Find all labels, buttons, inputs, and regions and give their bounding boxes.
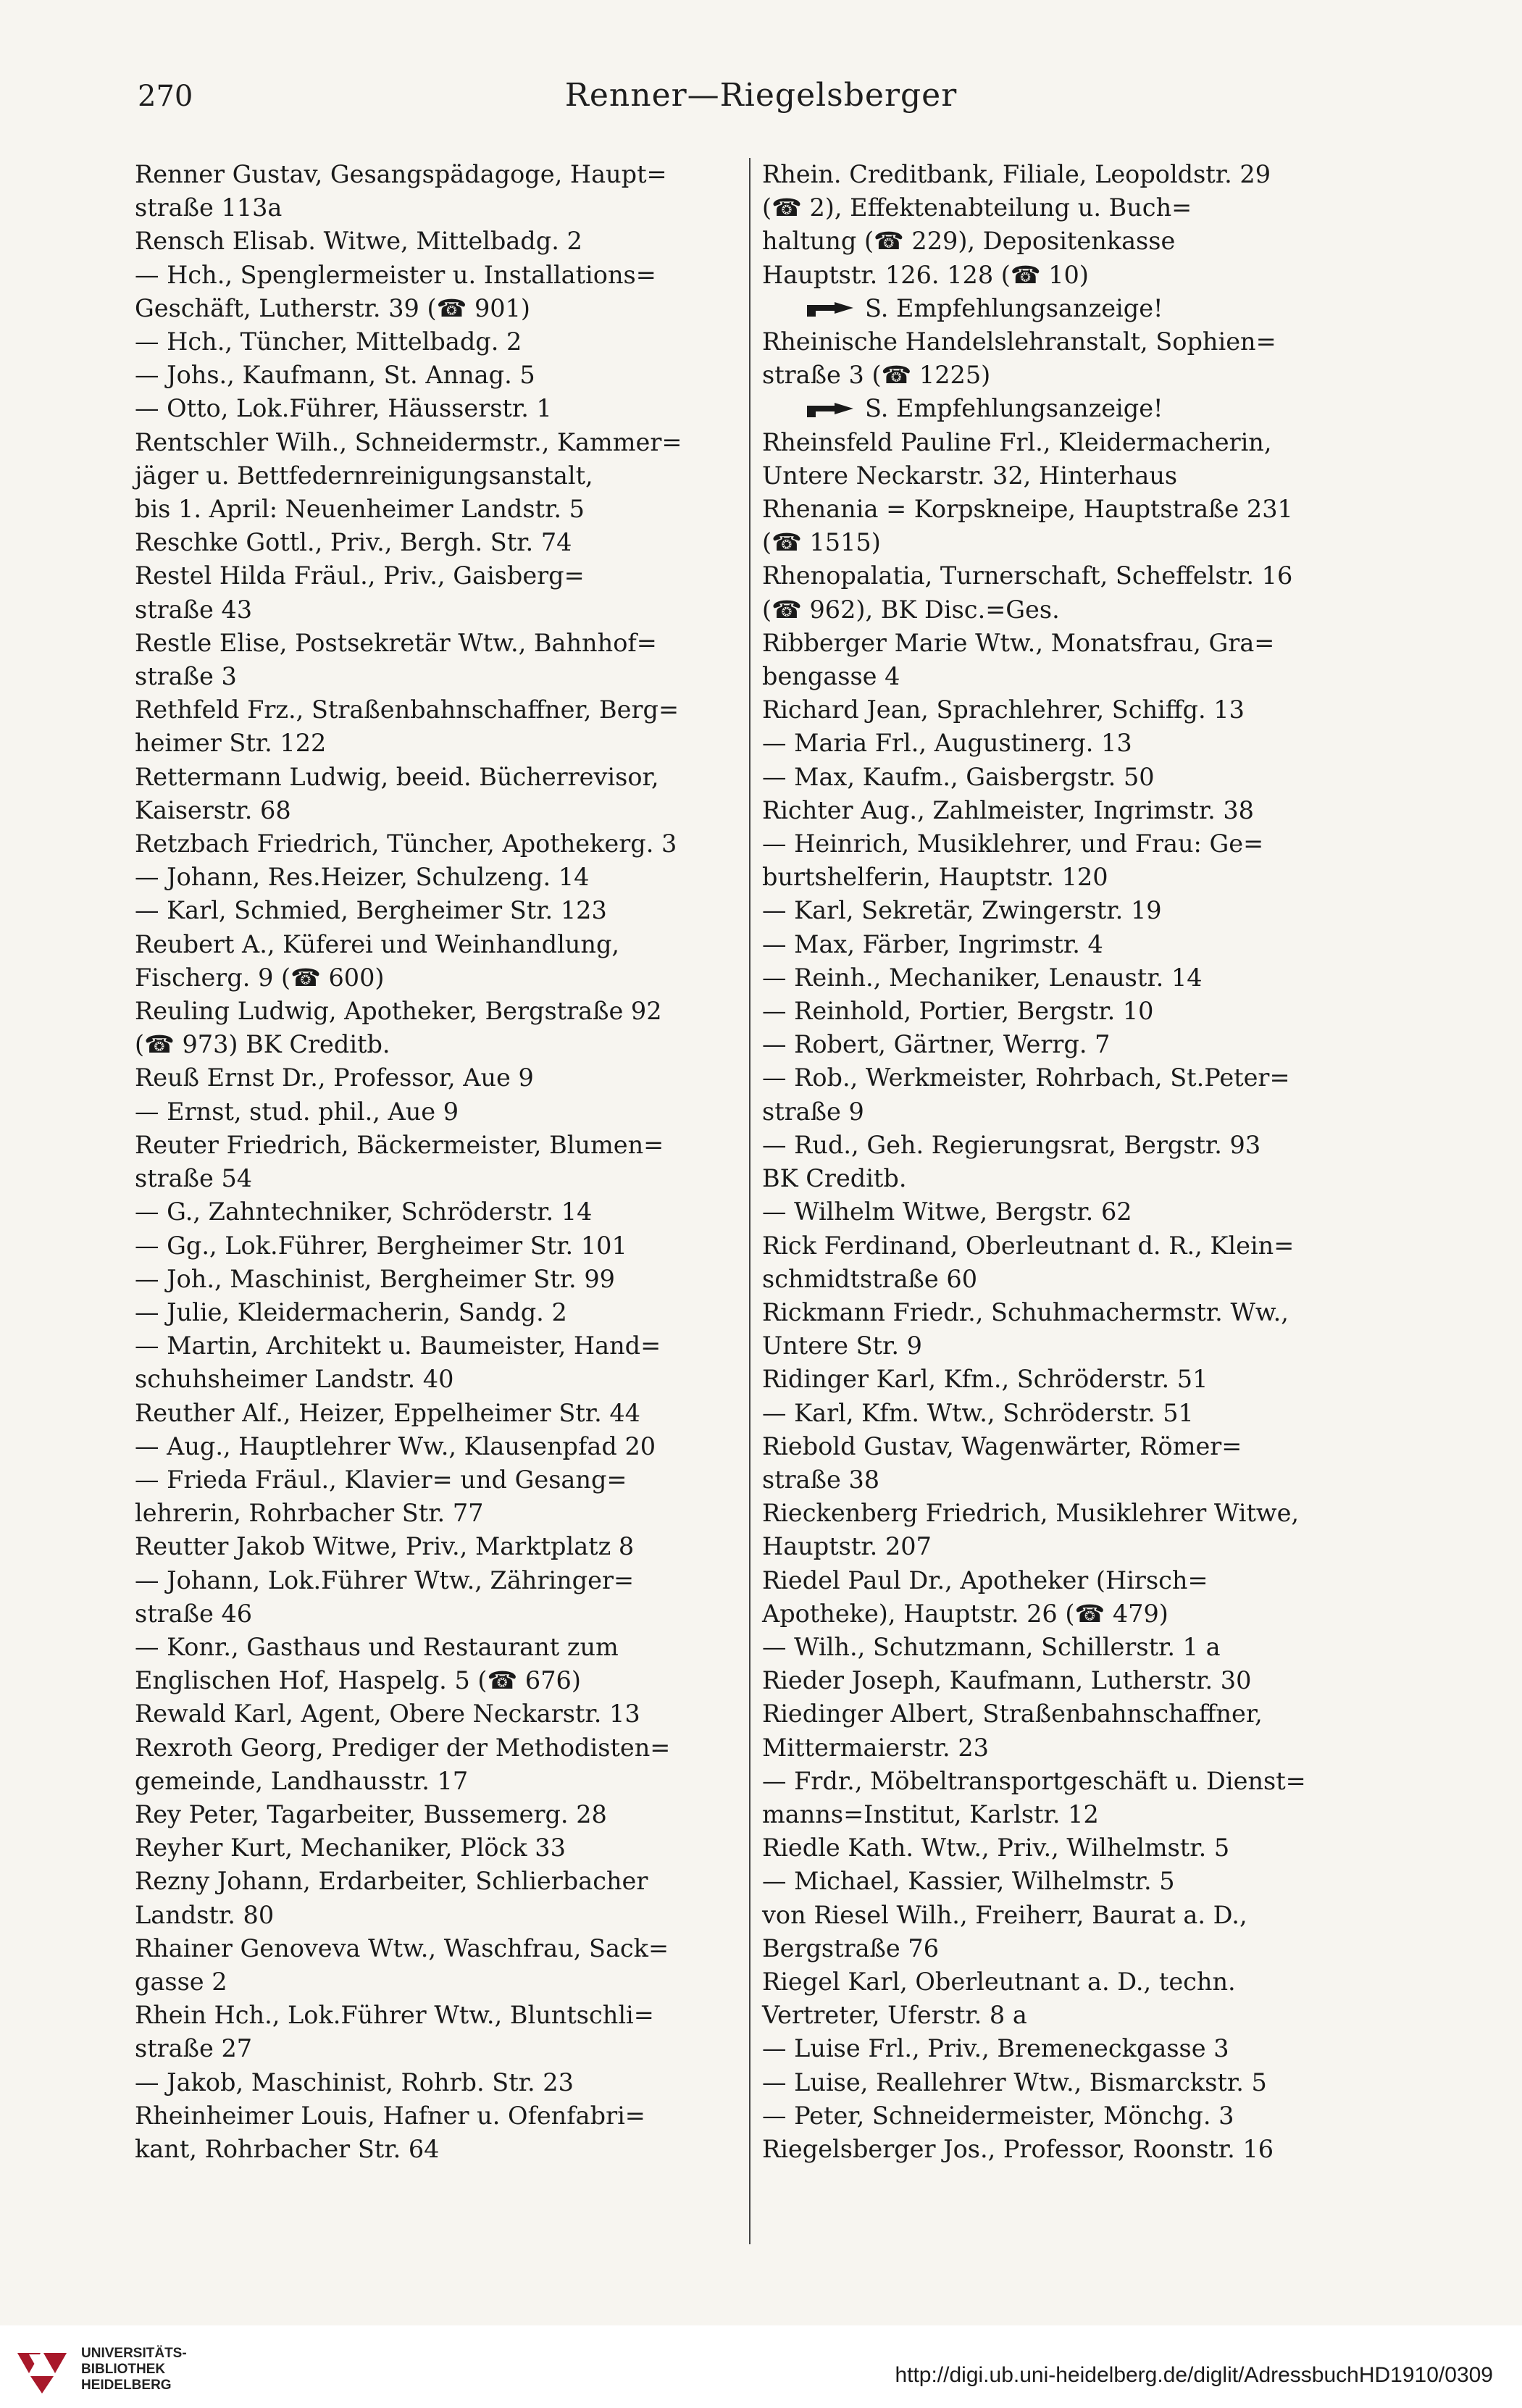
directory-entry — [762, 1765, 1363, 1831]
entry-line: — Reinh., Mechaniker, Lenaustr. 14 — [762, 963, 1203, 992]
directory-entry — [762, 1865, 1363, 1898]
directory-entry — [762, 995, 1363, 1028]
entry-line: — Karl, Kfm. Wtw., Schröderstr. 51 — [762, 1398, 1194, 1427]
directory-entry — [135, 1731, 729, 1798]
directory-entry — [762, 627, 1363, 693]
directory-entry — [762, 2099, 1363, 2133]
directory-entry — [135, 627, 729, 693]
entry-line: Rettermann Ludwig, beeid. Bücherrevisor, — [135, 762, 659, 791]
entry-line: Rieder Joseph, Kaufmann, Lutherstr. 30 — [762, 1666, 1252, 1695]
entry-line: Rick Ferdinand, Oberleutnant d. R., Klein= — [762, 1231, 1295, 1260]
directory-entry — [762, 1899, 1363, 1965]
entry-line: straße 9 — [762, 1097, 864, 1126]
directory-entry — [762, 1831, 1363, 1865]
entry-line: (☎ 2), Effektenabteilung u. Buch= — [762, 193, 1192, 222]
entry-line: — Max, Färber, Ingrimstr. 4 — [762, 929, 1103, 958]
directory-entry — [135, 359, 729, 392]
directory-entry — [762, 1497, 1363, 1563]
entry-line: Rhenania = Korpskneipe, Hauptstraße 231 — [762, 495, 1293, 524]
library-logo — [10, 2344, 187, 2395]
directory-entry — [135, 928, 729, 995]
right-column — [762, 158, 1363, 2166]
directory-entry — [762, 1430, 1363, 1497]
entry-line: Apotheke), Hauptstr. 26 (☎ 479) — [762, 1599, 1168, 1628]
running-head-title: Renner—Riegelsberger — [564, 77, 958, 114]
entry-line: (☎ 962), BK Disc.=Ges. — [762, 595, 1060, 624]
entry-line: Englischen Hof, Haspelg. 5 (☎ 676) — [135, 1666, 581, 1695]
library-name: UNIVERSITÄTS- BIBLIOTHEK HEIDELBERG — [81, 2346, 187, 2393]
source-url-link[interactable]: http://digi.ub.uni-heidelberg.de/diglit/AdressbuchHD1910/0309 — [895, 2363, 1493, 2387]
entry-line: Riedle Kath. Wtw., Priv., Wilhelmstr. 5 — [762, 1834, 1230, 1863]
directory-entry — [135, 1530, 729, 1563]
entry-line: — Frieda Fräul., Klavier= und Gesang= — [135, 1465, 627, 1494]
entry-line: — Max, Kaufm., Gaisbergstr. 50 — [762, 762, 1155, 791]
entry-line: Rensch Elisab. Witwe, Mittelbadg. 2 — [135, 227, 582, 256]
entry-line: schuhsheimer Landstr. 40 — [135, 1365, 454, 1394]
directory-entry — [762, 1061, 1363, 1128]
entry-line: Rheinsfeld Pauline Frl., Kleidermacherin, — [762, 427, 1272, 456]
directory-entry — [762, 559, 1363, 626]
directory-entry — [135, 827, 729, 861]
entry-line: jäger u. Bettfedernreinigungsanstalt, — [135, 461, 593, 490]
directory-entry — [135, 1831, 729, 1865]
entry-line: straße 43 — [135, 595, 253, 624]
entry-line: Restel Hilda Fräul., Priv., Gaisberg= — [135, 561, 585, 590]
entry-line: gemeinde, Landhausstr. 17 — [135, 1766, 469, 1795]
entry-line: Retzbach Friedrich, Tüncher, Apothekerg. 3 — [135, 829, 677, 858]
entry-line: Rheinheimer Louis, Hafner u. Ofenfabri= — [135, 2101, 645, 2130]
page-number: 270 — [138, 80, 193, 113]
entry-line: Rieckenberg Friedrich, Musiklehrer Witwe, — [762, 1499, 1300, 1528]
entry-line: burtshelferin, Hauptstr. 120 — [762, 863, 1108, 892]
directory-entry — [135, 1129, 729, 1195]
entry-line: Riedel Paul Dr., Apotheker (Hirsch= — [762, 1565, 1208, 1594]
directory-entry — [762, 1564, 1363, 1631]
entry-line: — Luise, Reallehrer Wtw., Bismarckstr. 5 — [762, 2068, 1267, 2096]
directory-entry — [135, 1263, 729, 1296]
library-seal-icon — [10, 2344, 72, 2395]
directory-entry — [135, 1631, 729, 1697]
entry-line: — Gg., Lok.Führer, Bergheimer Str. 101 — [135, 1231, 627, 1260]
entry-line: — Frdr., Möbeltransportgeschäft u. Dienst= — [762, 1766, 1306, 1795]
entry-line: Untere Str. 9 — [762, 1331, 922, 1360]
entry-line: (☎ 973) BK Creditb. — [135, 1030, 390, 1059]
entry-line: — Ernst, stud. phil., Aue 9 — [135, 1097, 459, 1126]
directory-entry — [135, 1999, 729, 2065]
directory-entry — [135, 1397, 729, 1430]
entry-line: — Julie, Kleidermacherin, Sandg. 2 — [135, 1297, 567, 1326]
entry-line: Reubert A., Küferei und Weinhandlung, — [135, 929, 620, 958]
entry-line: lehrerin, Rohrbacher Str. 77 — [135, 1499, 484, 1528]
directory-entry — [762, 761, 1363, 794]
entry-line: — Rob., Werkmeister, Rohrbach, St.Peter= — [762, 1063, 1290, 1092]
directory-entry — [762, 794, 1363, 827]
entry-line: — Aug., Hauptlehrer Ww., Klausenpfad 20 — [135, 1431, 656, 1460]
entry-line: Rhein Hch., Lok.Führer Wtw., Bluntschli= — [135, 2001, 654, 2030]
entry-line: Reyher Kurt, Mechaniker, Plöck 33 — [135, 1834, 566, 1863]
entry-line: — Joh., Maschinist, Bergheimer Str. 99 — [135, 1264, 615, 1293]
directory-entry — [135, 1798, 729, 1831]
entry-line: — Jakob, Maschinist, Rohrb. Str. 23 — [135, 2068, 574, 2096]
entry-line: — Wilhelm Witwe, Bergstr. 62 — [762, 1197, 1132, 1226]
entry-line: — Johs., Kaufmann, St. Annag. 5 — [135, 361, 535, 390]
directory-entry — [135, 1430, 729, 1463]
entry-line: — Wilh., Schutzmann, Schillerstr. 1 a — [762, 1632, 1221, 1661]
entry-line: Bergstraße 76 — [762, 1933, 940, 1962]
directory-entry — [135, 1329, 729, 1396]
pointing-hand-icon — [806, 398, 856, 420]
directory-entry — [762, 727, 1363, 760]
directory-entry — [762, 1229, 1363, 1296]
entry-line: — Peter, Schneidermeister, Mönchg. 3 — [762, 2101, 1234, 2130]
entry-line: Ribberger Marie Wtw., Monatsfrau, Gra= — [762, 628, 1275, 657]
entry-line: straße 3 — [135, 662, 237, 691]
entry-line: — Robert, Gärtner, Werrg. 7 — [762, 1030, 1111, 1059]
entry-line: — Heinrich, Musiklehrer, und Frau: Ge= — [762, 829, 1264, 858]
entry-line: Untere Neckarstr. 32, Hinterhaus — [762, 461, 1178, 490]
entry-line: Rethfeld Frz., Straßenbahnschaffner, Berg= — [135, 695, 680, 724]
entry-line: Hauptstr. 207 — [762, 1532, 932, 1561]
directory-entry — [762, 1296, 1363, 1363]
entry-line: Richard Jean, Sprachlehrer, Schiffg. 13 — [762, 695, 1245, 724]
entry-line: — Karl, Schmied, Bergheimer Str. 123 — [135, 896, 607, 925]
directory-entry — [135, 894, 729, 927]
directory-entry — [135, 761, 729, 827]
entry-line: bengasse 4 — [762, 662, 900, 691]
directory-entry — [135, 158, 729, 225]
entry-line: Landstr. 80 — [135, 1900, 275, 1929]
entry-line: Reuß Ernst Dr., Professor, Aue 9 — [135, 1063, 534, 1092]
entry-line: Hauptstr. 126. 128 (☎ 10) — [762, 260, 1089, 289]
directory-entry — [135, 1061, 729, 1095]
directory-entry — [135, 1296, 729, 1329]
entry-line: — G., Zahntechniker, Schröderstr. 14 — [135, 1197, 593, 1226]
entry-line: Rey Peter, Tagarbeiter, Bussemerg. 28 — [135, 1799, 607, 1828]
entry-line: — Michael, Kassier, Wilhelmstr. 5 — [762, 1867, 1175, 1896]
directory-entry — [135, 861, 729, 894]
entry-line: Rhainer Genoveva Wtw., Waschfrau, Sack= — [135, 1933, 669, 1962]
entry-line: gasse 2 — [135, 1967, 227, 1996]
directory-entry — [135, 1564, 729, 1631]
entry-line: Reuling Ludwig, Apotheker, Bergstraße 92 — [135, 997, 662, 1026]
directory-entry — [762, 2032, 1363, 2065]
directory-entry — [762, 1195, 1363, 1229]
entry-line: Rhein. Creditbank, Filiale, Leopoldstr. 29 — [762, 160, 1271, 188]
directory-entry — [762, 1397, 1363, 1430]
directory-entry — [135, 1697, 729, 1731]
entry-line: straße 54 — [135, 1164, 253, 1193]
entry-line: Mittermaierstr. 23 — [762, 1733, 989, 1762]
entry-line: manns=Institut, Karlstr. 12 — [762, 1799, 1099, 1828]
reference-text: S. Empfehlungsanzeige! — [865, 394, 1163, 423]
directory-entry — [135, 225, 729, 258]
entry-line: BK Creditb. — [762, 1164, 907, 1193]
entry-line: straße 46 — [135, 1599, 253, 1628]
entry-line: Rentschler Wilh., Schneidermstr., Kammer= — [135, 427, 682, 456]
entry-line: — Reinhold, Portier, Bergstr. 10 — [762, 997, 1154, 1026]
directory-entry — [135, 325, 729, 359]
entry-line: Riegelsberger Jos., Professor, Roonstr. 16 — [762, 2134, 1274, 2163]
directory-entry — [762, 827, 1363, 894]
entry-line: — Konr., Gasthaus und Restaurant zum — [135, 1632, 619, 1661]
entry-line: schmidtstraße 60 — [762, 1264, 978, 1293]
directory-entry — [135, 1229, 729, 1263]
directory-entry — [135, 526, 729, 559]
entry-line: Vertreter, Uferstr. 8 a — [762, 2001, 1027, 2030]
directory-entry — [135, 2099, 729, 2166]
entry-line: Rewald Karl, Agent, Obere Neckarstr. 13 — [135, 1700, 640, 1728]
directory-entry — [762, 2066, 1363, 2099]
advertisement-reference — [762, 292, 1363, 325]
directory-entry — [135, 1195, 729, 1229]
directory-entry — [135, 559, 729, 626]
directory-entry — [762, 928, 1363, 961]
directory-entry — [762, 493, 1363, 559]
entry-line: Rhenopalatia, Turnerschaft, Scheffelstr. 16 — [762, 561, 1293, 590]
directory-entry — [135, 426, 729, 527]
entry-line: straße 27 — [135, 2034, 253, 2063]
left-column — [135, 158, 729, 2166]
entry-line: (☎ 1515) — [762, 528, 881, 557]
directory-entry — [762, 325, 1363, 392]
directory-entry — [135, 2066, 729, 2099]
entry-line: Rezny Johann, Erdarbeiter, Schlierbacher — [135, 1867, 648, 1896]
entry-line: Geschäft, Lutherstr. 39 (☎ 901) — [135, 293, 530, 322]
entry-line: kant, Rohrbacher Str. 64 — [135, 2134, 440, 2163]
entry-line: von Riesel Wilh., Freiherr, Baurat a. D., — [762, 1900, 1247, 1929]
directory-entry — [762, 961, 1363, 995]
entry-line: straße 3 (☎ 1225) — [762, 361, 991, 390]
directory-entry — [135, 259, 729, 325]
directory-entry — [135, 1932, 729, 1999]
directory-entry — [762, 1965, 1363, 2032]
entry-line: straße 38 — [762, 1465, 880, 1494]
column-divider — [749, 158, 750, 2244]
directory-entry — [762, 1129, 1363, 1195]
directory-entry — [135, 995, 729, 1061]
entry-line: Reuther Alf., Heizer, Eppelheimer Str. 44 — [135, 1398, 640, 1427]
directory-entry — [762, 426, 1363, 493]
entry-line: straße 113a — [135, 193, 283, 222]
entry-line: — Rud., Geh. Regierungsrat, Bergstr. 93 — [762, 1130, 1261, 1159]
entry-line: Ridinger Karl, Kfm., Schröderstr. 51 — [762, 1365, 1208, 1394]
directory-entry — [135, 392, 729, 425]
entry-line: Restle Elise, Postsekretär Wtw., Bahnhof= — [135, 628, 657, 657]
entry-line: — Hch., Tüncher, Mittelbadg. 2 — [135, 327, 522, 356]
entry-line: Riebold Gustav, Wagenwärter, Römer= — [762, 1431, 1242, 1460]
directory-entry — [135, 693, 729, 760]
advertisement-reference — [762, 392, 1363, 425]
entry-line: haltung (☎ 229), Depositenkasse — [762, 227, 1176, 256]
directory-entry — [762, 158, 1363, 292]
directory-entry — [762, 1363, 1363, 1396]
entry-line: — Martin, Architekt u. Baumeister, Hand= — [135, 1331, 661, 1360]
directory-entry — [762, 1664, 1363, 1697]
directory-entry — [762, 1028, 1363, 1061]
entry-line: bis 1. April: Neuenheimer Landstr. 5 — [135, 495, 585, 524]
entry-line: heimer Str. 122 — [135, 729, 327, 758]
directory-entry — [135, 1095, 729, 1129]
reference-text: S. Empfehlungsanzeige! — [865, 293, 1163, 322]
entry-line: Reuter Friedrich, Bäckermeister, Blumen= — [135, 1130, 664, 1159]
directory-entry — [762, 1697, 1363, 1764]
directory-entry — [762, 693, 1363, 727]
entry-line: Reutter Jakob Witwe, Priv., Marktplatz 8 — [135, 1532, 635, 1561]
directory-entry — [762, 1631, 1363, 1664]
entry-line: Reschke Gottl., Priv., Bergh. Str. 74 — [135, 528, 572, 557]
entry-line: Richter Aug., Zahlmeister, Ingrimstr. 38 — [762, 795, 1254, 824]
directory-entry — [762, 2133, 1363, 2166]
entry-line: Fischerg. 9 (☎ 600) — [135, 963, 385, 992]
entry-line: Riegel Karl, Oberleutnant a. D., techn. — [762, 1967, 1236, 1996]
entry-line: — Johann, Lok.Führer Wtw., Zähringer= — [135, 1565, 635, 1594]
entry-line: Riedinger Albert, Straßenbahnschaffner, — [762, 1700, 1263, 1728]
entry-line: Rheinische Handelslehranstalt, Sophien= — [762, 327, 1276, 356]
directory-entry — [135, 1865, 729, 1931]
entry-line: Kaiserstr. 68 — [135, 795, 291, 824]
entry-line: — Johann, Res.Heizer, Schulzeng. 14 — [135, 863, 590, 892]
entry-line: Rickmann Friedr., Schuhmachermstr. Ww., — [762, 1297, 1289, 1326]
entry-line: — Karl, Sekretär, Zwingerstr. 19 — [762, 896, 1162, 925]
pointing-hand-icon — [806, 298, 856, 319]
entry-line: — Hch., Spenglermeister u. Installations= — [135, 260, 656, 289]
entry-line: Rexroth Georg, Prediger der Methodisten= — [135, 1733, 671, 1762]
directory-entry — [762, 894, 1363, 927]
entry-line: — Luise Frl., Priv., Bremeneckgasse 3 — [762, 2034, 1229, 2063]
entry-line: — Maria Frl., Augustinerg. 13 — [762, 729, 1132, 758]
entry-line: Renner Gustav, Gesangspädagoge, Haupt= — [135, 160, 667, 188]
directory-entry — [135, 1463, 729, 1530]
entry-line: — Otto, Lok.Führer, Häusserstr. 1 — [135, 394, 552, 423]
